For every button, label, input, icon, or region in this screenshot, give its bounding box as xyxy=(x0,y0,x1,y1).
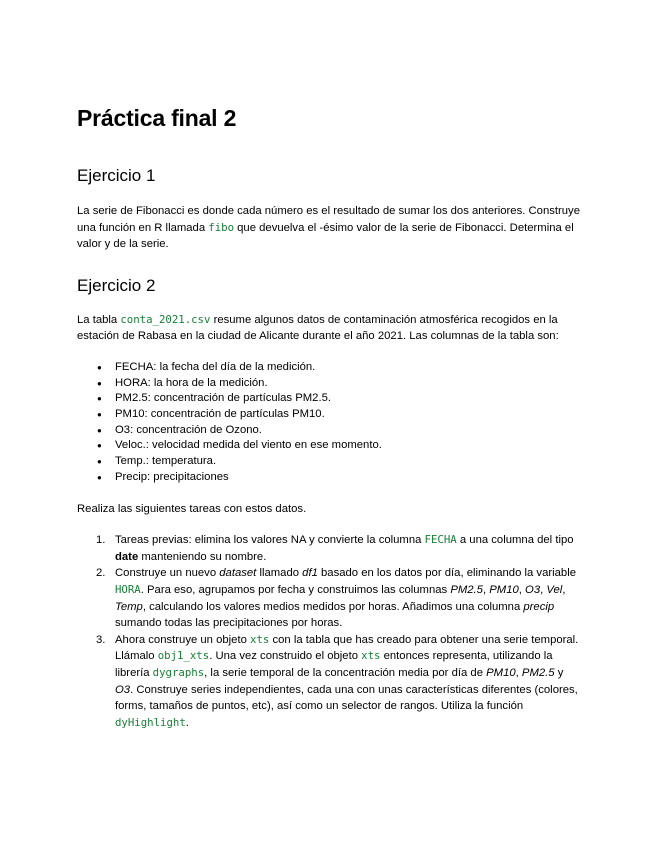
text-run: , calculando los valores medios medidos por horas. Añadimos una columna xyxy=(142,600,524,613)
text-run: a una columna del tipo xyxy=(456,534,574,547)
heading-ejercicio-1: Ejercicio 1 xyxy=(77,166,156,185)
text-run: Construye un nuevo xyxy=(115,567,220,580)
ejercicio-1-paragraph xyxy=(77,203,582,253)
heading-ejercicio-2: Ejercicio 2 xyxy=(77,275,156,295)
list-item: ● Temp.: temperatura. xyxy=(77,454,582,470)
text-run: , la serie temporal de la concentración media por día de xyxy=(204,666,487,679)
tasks-intro: Realiza las siguientes tareas con estos datos. xyxy=(77,502,307,515)
text-run: . xyxy=(185,716,189,729)
code-dygraphs: dygraphs xyxy=(152,665,205,679)
italic-run: O3 xyxy=(115,683,131,696)
list-number: 1. xyxy=(96,534,106,547)
list-item: ● Precip: precipitaciones xyxy=(77,470,582,486)
text-run: y xyxy=(554,666,564,679)
text-run: resume algunos datos de contaminación atmosférica recogidos en la estación de Rabasa en la ciudad de Alicante durante el año 2021. Las columnas de la tabla son: xyxy=(77,313,559,343)
italic-run: precip xyxy=(523,600,555,613)
italic-run: PM2.5 xyxy=(450,583,483,596)
text-run: sumando todas las precipitaciones por horas. xyxy=(115,617,343,630)
code-hora: HORA xyxy=(115,582,141,596)
text-run: , xyxy=(562,583,566,596)
text-run: , xyxy=(518,583,526,596)
list-item: ● O3: concentración de Ozono. xyxy=(77,423,582,439)
text-run: llamado xyxy=(256,567,303,580)
code-fibo: fibo xyxy=(208,220,235,234)
code-dyhighlight: dyHighlight xyxy=(115,715,186,729)
text-run: La tabla xyxy=(77,313,121,326)
italic-run: df1 xyxy=(302,567,318,580)
italic-run: Temp xyxy=(115,600,143,613)
text-run: basado en los datos por día, eliminando la variable xyxy=(317,567,576,580)
document-body xyxy=(77,103,582,731)
code-xts: xts xyxy=(361,649,381,663)
list-item: ● PM10: concentración de partículas PM10. xyxy=(77,407,582,423)
task-item-2 xyxy=(77,565,582,631)
bold-date: date xyxy=(115,550,139,563)
text-run: manteniendo su nombre. xyxy=(138,550,267,563)
list-item: ● HORA: la hora de la medición. xyxy=(77,376,582,392)
text-run: Tareas previas: elimina los valores NA y convierte la columna xyxy=(115,534,425,547)
text-run: . Para eso, agrupamos por fecha y construimos las columnas xyxy=(140,583,451,596)
text-run: La serie de Fibonacci es donde cada número es el resultado de sumar los dos anteriores. Construye una función en R llamada xyxy=(77,205,580,234)
tasks-list xyxy=(77,532,582,731)
list-number: 2. xyxy=(96,567,106,580)
italic-run: dataset xyxy=(219,567,257,580)
text-run: con la tabla que has creado para obtener una serie temporal. Llámalo xyxy=(115,633,579,663)
text-run: , xyxy=(540,583,547,596)
code-obj1-xts: obj1_xts xyxy=(157,649,210,663)
ejercicio-2-intro xyxy=(77,312,582,345)
text-run: Ahora construye un objeto xyxy=(115,633,251,646)
task-item-1 xyxy=(77,532,582,565)
italic-run: PM10 xyxy=(486,666,516,679)
text-run: entonces representa, utilizando la librería xyxy=(115,650,553,679)
list-item: ● FECHA: la fecha del día de la medición. xyxy=(77,360,582,376)
code-xts: xts xyxy=(250,632,270,646)
code-filename: conta_2021.csv xyxy=(120,312,211,326)
italic-run: PM2.5 xyxy=(521,666,555,679)
task-item-3 xyxy=(77,632,582,732)
text-run: que devuelva el -ésimo valor de la serie de Fibonacci. Determina el valor y de la serie. xyxy=(77,221,574,251)
italic-run: Vel xyxy=(546,583,563,596)
text-run: . Construye series independientes, cada una con unas características diferentes (colores, forms, tamaños de puntos, etc), así como un selector de rangos. Utiliza la función xyxy=(115,683,578,713)
columns-list xyxy=(77,360,582,486)
list-item: ● PM2.5: concentración de partículas PM2.5. xyxy=(77,391,582,407)
page-title: Práctica final 2 xyxy=(77,105,237,131)
italic-run: O3 xyxy=(525,583,541,596)
italic-run: PM10 xyxy=(489,583,519,596)
text-run: . Una vez construido el objeto xyxy=(209,650,362,663)
text-run: , xyxy=(515,666,522,679)
text-run: , xyxy=(482,583,490,596)
code-fecha: FECHA xyxy=(424,533,457,547)
list-number: 3. xyxy=(96,633,106,646)
list-item: ● Veloc.: velocidad medida del viento en ese momento. xyxy=(77,438,582,454)
